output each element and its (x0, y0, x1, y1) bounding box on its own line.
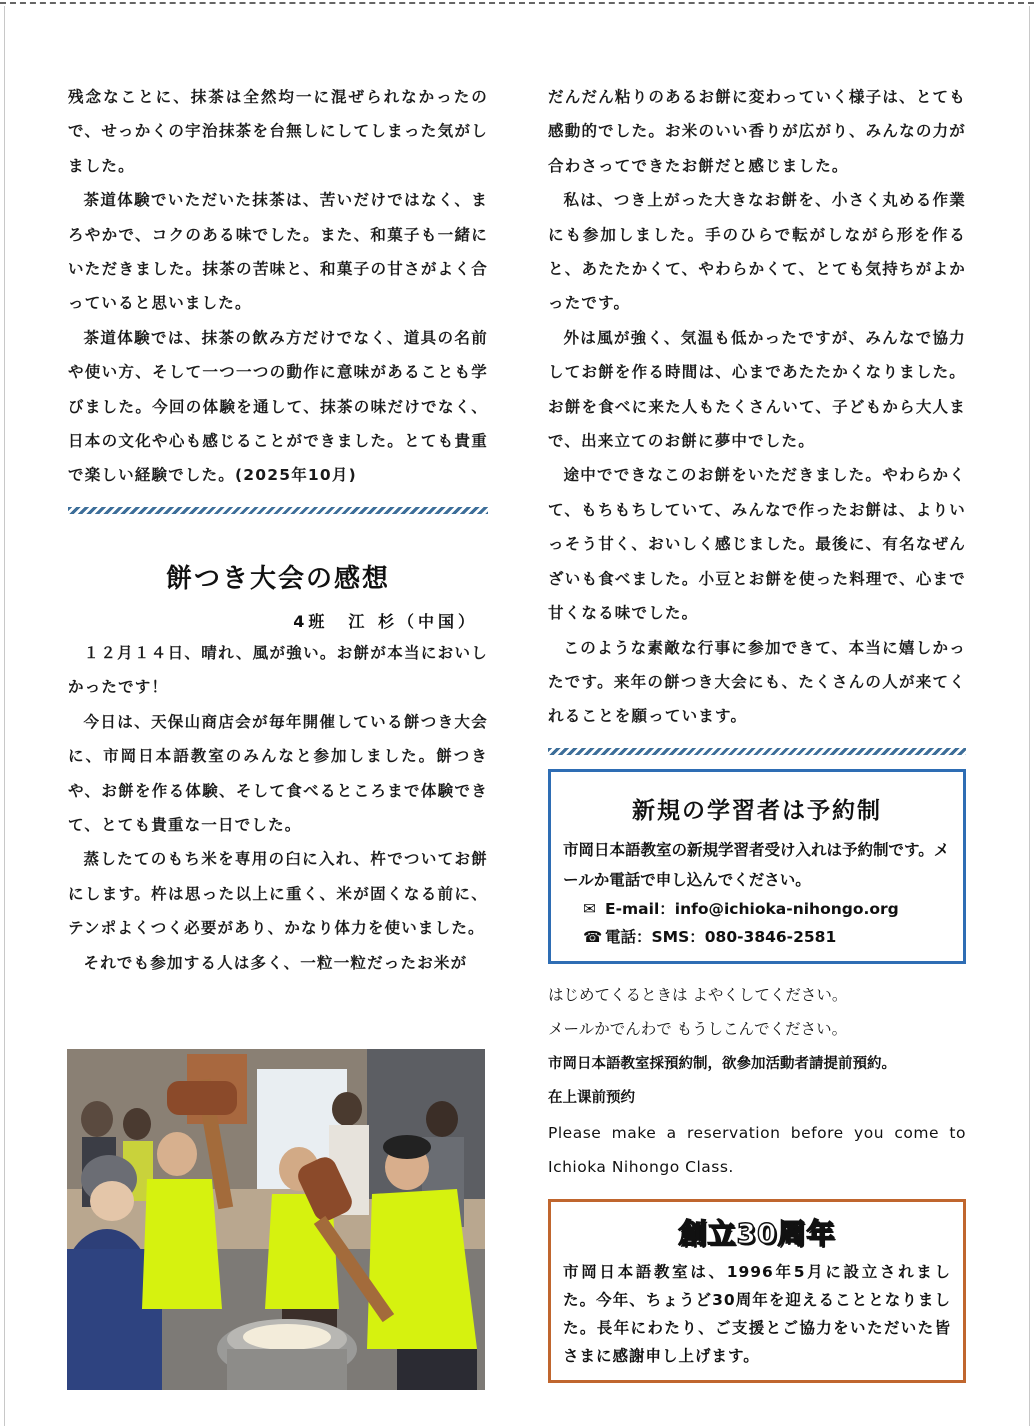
right-column (548, 80, 966, 1383)
mochi-pounding-photo (67, 1049, 485, 1390)
email-contact[interactable] (563, 895, 951, 923)
hiragana-note: メールかでんわで もうしこんでください。 (548, 1020, 848, 1039)
left-column (68, 80, 488, 980)
mochi-article-continued (548, 80, 966, 734)
page-top-dashed-border (0, 2, 1034, 4)
article-paragraph: このような素敵な行事に参加できて、本当に嬉しかったです。来年の餅つき大会にも、たくさんの人が来てくれることを願っています。 (548, 638, 966, 726)
article-paragraph: だんだん粘りのあるお餅に変わっていく様子は、とても感動的でした。お米のいい香りが広がり、みんなの力が合わさってできたお餅だと感じました。 (548, 88, 966, 175)
section-separator (548, 748, 966, 755)
tea-ceremony-article-end (68, 80, 488, 493)
page-right-edge (1029, 6, 1030, 1426)
anniversary-box (548, 1199, 966, 1383)
page-left-edge (4, 6, 5, 1426)
article-paragraph: 残念なことに、抹茶は全然均一に混ぜられなかったので、せっかくの宇治抹茶を台無しにしてしまった気がしました。 (68, 88, 488, 175)
mochi-article (68, 558, 488, 980)
article-paragraph: 途中でできなこのお餅をいただきました。やわらかくて、もちもちしていて、みんなで作ったお餅は、よりいっそう甘く、おいしく感じました。最後に、有名なぜんざいも食べました。小豆とお餅を使った料理で、心まで甘くなる味でした。 (548, 466, 966, 623)
telephone-icon: ☎ (583, 927, 603, 946)
anniversary-title: 創立30周年 (678, 1216, 836, 1250)
reservation-title: 新規の学習者は予約制 (632, 797, 882, 824)
phone-text: 電話：SMS：080-3846-2581 (605, 927, 837, 946)
chinese-note: 市岡日本語教室採預約制，欲參加活動者請提前預約。 (548, 1055, 896, 1072)
article-paragraph: 今日は、天保山商店会が毎年開催している餅つき大会に、市岡日本語教室のみんなと参加しました。餅つきや、お餅を作る体験、そして食べるところまで体験できて、とても貴重な一日でした。 (68, 712, 488, 834)
reservation-text: 市岡日本語教室の新規学習者受け入れは予約制です。メールか電話で申し込んでください。 (563, 840, 950, 889)
article-paragraph: それでも参加する人は多く、一粒一粒だったお米が (83, 953, 468, 972)
article-paragraph: 蒸したてのもち米を専用の臼に入れ、杵でついてお餅にします。杵は思った以上に重く、米が固くなる前に、テンポよくつく必要があり、かなり体力を使いました。 (68, 850, 488, 938)
article-paragraph: 私は、つき上がった大きなお餅を、小さく丸める作業にも参加しました。手のひらで転がしながら形を作ると、あたたかくて、やわらかくて、とても気持ちがよかったです。 (548, 191, 966, 313)
english-note: Please make a reservation before you come to Ichioka Nihongo Class. (548, 1123, 966, 1177)
email-text: E-mail：info@ichioka-nihongo.org (605, 899, 899, 918)
mochi-article-author: 4班 江 杉（中国） (293, 611, 478, 631)
multilingual-reservation-notes (548, 978, 966, 1185)
envelope-icon: ✉ (583, 899, 596, 918)
section-separator (68, 507, 488, 514)
article-paragraph: 外は風が強く、気温も低かったですが、みんなで協力してお餅を作る時間は、心まであたたかくなりました。お餅を食べに来た人もたくさんいて、子どもから大人まで、出来立てのお餅に夢中でした。 (548, 328, 966, 451)
article-paragraph: 茶道体験でいただいた抹茶は、苦いだけではなく、まろやかで、コクのある味でした。また、和菓子も一緒にいただきました。抹茶の苦味と、和菓子の甘さがよく合っていると思いました。 (68, 191, 488, 313)
mochi-pounding-illustration (67, 1049, 485, 1390)
article-paragraph: 茶道体験では、抹茶の飲み方だけでなく、道具の名前や使い方、そして一つ一つの動作に意味があることも学びました。今回の体験を通して、抹茶の味だけでなく、日本の文化や心も感じることができました。とても貴重で楽しい経験でした。(2025年10月) (68, 328, 488, 485)
mochi-article-title: 餅つき大会の感想 (165, 563, 390, 594)
article-paragraph: １２月１４日、晴れ、風が強い。お餅が本当においしかったです！ (68, 643, 488, 697)
phone-contact[interactable] (563, 923, 951, 951)
hiragana-note: はじめてくるときは よやくしてください。 (548, 985, 848, 1004)
reservation-notice-box (548, 769, 966, 964)
chinese-note: 在上课前预约 (548, 1090, 635, 1107)
anniversary-text: 市岡日本語教室は、1996年5月に設立されました。今年、ちょうど30周年を迎えることとなりました。長年にわたり、ご支援とご協力をいただいた皆さまに感謝申し上げます。 (563, 1262, 951, 1365)
